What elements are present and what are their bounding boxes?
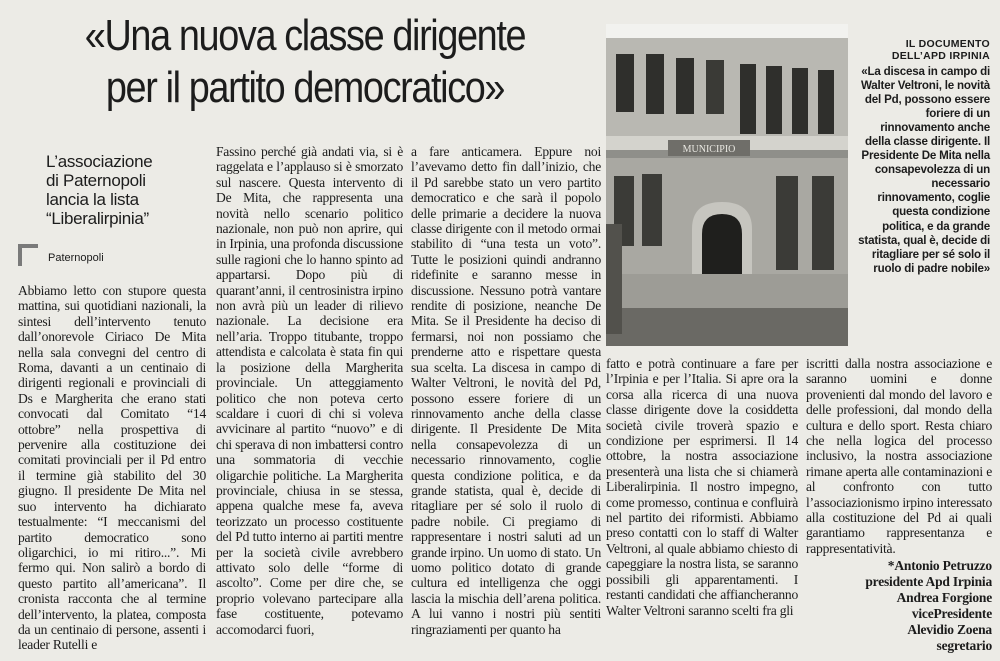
lower-window-3 <box>776 176 798 270</box>
article-column-3 <box>411 144 601 637</box>
upper-window-7 <box>792 68 808 134</box>
column-3-text: a fare anticamera. Eppure noi l’avevamo detto fin dall’inizio, che il Pd sarebbe stato un vero partito democratico e che sarà il popolo delle primarie a decidere la nuova classe dirigente con il metodo ormai stabilito di “una testa un voto”. Tutte le posizioni quindi andranno ridefinite e saranno messe in discussione. Nessuno potrà vantare rendite di posizione, neanche De Mita. Se il Presidente ha deciso di fermarsi, noi non possiamo che prenderne atto e rispettare questa sua scelta. La discesa in campo di Walter Veltroni, le novità del Pd, possono essere foriere di un rinnovamento anche della classe dirigente. Il Presidente De Mita nella consapevolezza di un necessario rinnovamento, coglie questa condizione politica, e da grande statista, qual è, decide di ritagliare per sé solo il ruolo di padre nobile. Ci pregiamo di rappresentare i nostri saluti ad un grande irpino. Un uomo di stato. Un uomo politico dotato di grande cultura ed intelligenza che oggi lascia la mischia dell’arena politica. A lui vanno i nostri più sentiti ringraziamenti per quanto ha <box>411 144 601 637</box>
signature-line-3: Andrea Forgione <box>896 590 992 605</box>
sidebar-quote: «La discesa in campo di Walter Veltroni, le novità del Pd, possono essere foriere di un rinnovamento anche della classe dirigente. Il Presidente De Mita nella consapevolezza di un necessario rinnovamento, coglie questa condizione politica, e da grande statista, qual è, decide di ritagliare per sé solo il ruolo di padre nobile» <box>858 65 990 275</box>
town-hall-illustration <box>606 24 848 346</box>
upper-window-4 <box>706 60 724 114</box>
kicker-line-4: “Liberalirpinia” <box>46 209 149 228</box>
street <box>606 308 848 346</box>
town-hall-photo <box>606 24 848 346</box>
corner-mark-horizontal <box>18 244 38 248</box>
article-column-1 <box>18 283 206 653</box>
signature-line-6: segretario <box>936 638 992 653</box>
sidebar-label-line-2: DELL’APD IRPINIA <box>891 50 990 62</box>
kicker <box>46 152 206 228</box>
upper-window-3 <box>676 58 694 114</box>
column-2-text: Fassino perché già andati via, si è raggelata e l’applauso si è smorzato sul nascere. Questa intervento di De Mita, che rappresenta una novità nello scenario politico nazionale, non può non aprire, qui in Irpinia, una profonda discussione sulle ragioni che lo hanno spinto ad appartarsi. Dopo più di quarant’anni, il centrosinistra irpino non avrà più un leader di rilievo nazionale. La decisione era nell’aria. Troppo titubante, troppo attendista e calcolata è stata fin qui la posizione della Margherita provinciale. Un atteggiamento politico che non poteva certo scaldare i cuori di chi si voleva avvicinare al partito “nuovo” e di chi sperava di non imbattersi contro una sommatoria di vecchie oligarchie politiche. La Margherita provinciale, chiusa in se stessa, appena qualche mese fa, aveva teorizzato un processo costituente del Pd tutto interno ai partiti mentre per la società civile avrebbero attivato solo delle “forme di ascolto”. Come per dire che, se proprio volevano partecipare alla fase costituente, potevamo accomodarci fuori, <box>216 144 403 637</box>
article-column-5 <box>806 356 992 556</box>
location-label: Paternopoli <box>48 252 104 264</box>
signature-line-1: *Antonio Petruzzo <box>887 558 992 573</box>
base <box>606 274 848 308</box>
signature-line-4: vicePresidente <box>911 606 992 621</box>
column-4-text: fatto e potrà continuare a fare per l’Irpinia e per l’Italia. Si apre ora la corsa alla ricerca di una nuova classe dirigente dove la cosiddetta società civile troverà spazio e condizione per esprimersi. Il 14 ottobre, la nostra associazione presenterà una lista che si chiamerà Liberalirpinia. Il nostro impegno, come promesso, continua e confluirà nel partito dei riformisti. Abbiamo preso contatti con lo staff di Walter Veltroni, al quale abbiamo chiesto di capeggiare la nostra lista, se saranno possibili gli apparentamenti. I restanti candidati che affiancheranno Walter Veltroni saranno scelti fra gli <box>606 356 798 618</box>
upper-window-6 <box>766 66 782 134</box>
article-column-4 <box>606 356 798 618</box>
kicker-line-3: lancia la lista <box>46 190 139 209</box>
sidebar-label-line-1: IL DOCUMENTO <box>905 38 990 50</box>
upper-window-5 <box>740 64 756 134</box>
signature-line-2: presidente Apd Irpinia <box>865 574 992 589</box>
headline <box>10 10 600 114</box>
upper-facade <box>606 38 848 138</box>
lower-window-2 <box>642 174 662 246</box>
column-1-text: Abbiamo letto con stupore questa mattina, sui quotidiani nazionali, la sintesi dell’intervento tenuto dall’onorevole Ciriaco De Mita nella sala convegni del centro di Roma, davanti a un centinaio di dirigenti regionali e provinciali di Ds e Margherita che erano stati convocati dal Comitato “14 ottobre” nella prospettiva di pervenire alla costituzione dei comitati provinciali per il Pd entro il termine già stabilito del 30 giugno. Il presidente De Mita nel suo intervento ha dichiarato testualmente: “I meccanismi del partito democratico sono oligarchici, io mi ritiro...”. Mi fermo qui. Non salirò a bordo di questo partito all’americana”. Il cronista racconta che al termine dell’intervento, la platea, composta da un centinaio di persone, assenti i leader Rutelli e <box>18 283 206 653</box>
kicker-line-1: L’associazione <box>46 152 153 171</box>
location-tag <box>18 244 198 268</box>
column-5-text: iscritti dalla nostra associazione e saranno uomini e donne provenienti dal mondo del lavoro e delle professioni, dal mondo della cultura e dello sport. Resta chiaro che nella logica del processo inclusivo, la nostra associazione rimane aperta alle contaminazioni e al confronto con tutto l’associazionismo irpino interessato alla costituzione del Pd ai quali garantiamo rappresentanza e rappresentatività. <box>806 356 992 556</box>
signature-line-5: Alevidio Zoena <box>907 622 992 637</box>
lower-window-4 <box>812 176 834 270</box>
main-door <box>702 214 742 274</box>
sky <box>606 24 848 38</box>
headline-line-2: per il partito democratico» <box>105 63 505 112</box>
upper-window-8 <box>818 70 834 134</box>
sidebar-label <box>858 38 990 62</box>
article-column-2 <box>216 144 403 637</box>
headline-line-1: «Una nuova classe dirigente <box>84 11 526 60</box>
signature-block <box>806 558 992 654</box>
sign-text: MUNICIPIO <box>682 144 736 155</box>
kicker-line-2: di Paternopoli <box>46 171 146 190</box>
upper-window-2 <box>646 54 664 114</box>
upper-window-1 <box>616 54 634 112</box>
tree-left <box>606 224 622 334</box>
